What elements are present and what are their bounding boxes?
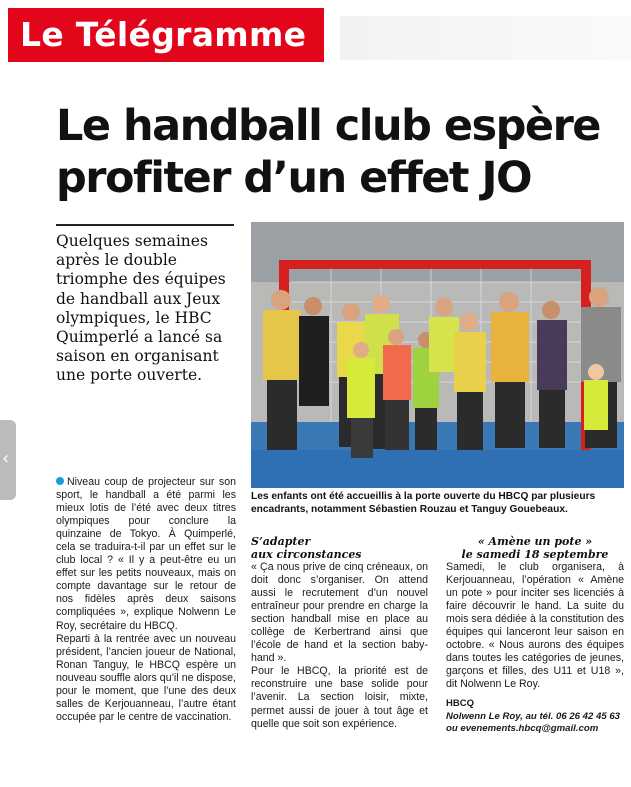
chevron-left-icon: ‹ bbox=[2, 448, 10, 469]
masthead-band bbox=[0, 0, 631, 72]
column-2-paragraph-2: Pour le HBCQ, la priorité est de reconstruire une base solide pour l’avenir. La section loisir, mixte, permet aussi de jouer à tout âge et quelle que soit son expérience. bbox=[251, 665, 428, 730]
column-1-paragraph-1 bbox=[56, 476, 236, 633]
article-column-3 bbox=[446, 536, 624, 736]
photo-caption: Les enfants ont été accueillis à la porte ouverte du HBCQ par plusieurs encadrants, notamment Sébastien Rouzau et Tanguy Gouebeaux. bbox=[251, 491, 596, 515]
column-3-intertitle-line-2: le samedi 18 septembre bbox=[461, 547, 609, 561]
column-3-intertitle-line-1: « Amène un pote » bbox=[477, 535, 593, 548]
article-signature: HBCQ bbox=[446, 698, 474, 710]
article-photo bbox=[251, 222, 624, 488]
column-2-intertitle-line-2: aux circonstances bbox=[251, 547, 362, 561]
headline-line-2: profiter d’un effet JO bbox=[56, 153, 532, 203]
chapo-rule bbox=[56, 224, 234, 226]
column-2-paragraph-1: « Ça nous prive de cinq créneaux, on doit donc s’organiser. On attend aussi le recrutement d’un nouvel entraîneur pour prendre en charge la section handball mise en place au collège de Kerbertrand ainsi que l’école de hand et la section baby-hand ». bbox=[251, 561, 428, 665]
contact-line-1: Nolwenn Le Roy, au tél. 06 26 42 45 63 bbox=[446, 710, 621, 722]
masthead-banner-placeholder bbox=[340, 16, 631, 60]
column-2-intertitle-line-1: S’adapter bbox=[251, 535, 311, 548]
article-chapo: Quelques semaines après le double triomphe des équipes de handball aux Jeux olympiques, le HBC Quimperlé a lancé sa saison en organisant une porte ouverte. bbox=[56, 232, 226, 385]
column-1-paragraph-2: Reparti à la rentrée avec un nouveau président, l’ancien joueur de National, Ronan Tanguy, le HBCQ espère un nouveau souffle alors qu’il ne dispose, pour le moment, que l’une des deux salles de Kerjouanneau, l’autre étant occupée par le centre de vaccination. bbox=[56, 632, 236, 723]
column-1-paragraph-1-text: Niveau coup de projecteur sur son sport, le handball a été parmi les mieux lotis de l’été avec deux titres olympiques pour conclure la quinzaine de Tokyo. À Quimperlé, cela se traduira-t-il par un effet sur le club local ? « Il y a peut-être eu un effet sur les petits nouveaux, mais on compte davantage sur le retour de nos fidèles après deux saisons compliquées », explique Nolwenn Le Roy, secrétaire du HBCQ. bbox=[56, 476, 236, 632]
column-3-paragraph-1: Samedi, le club organisera, à Kerjouanneau, l’opération « Amène un pote » pour inciter ses licenciés à faire découvrir le hand. La suite du mois sera dédiée à la constitution des équipes qui lanceront leur saison en octobre. « Nous aurons des équipes dans toutes les catégories de jeunes, garçons et filles, des U11 et U18 », dit Nolwenn Le Roy. bbox=[446, 561, 624, 691]
contact-line-2: ou evenements.hbcq@gmail.com bbox=[446, 723, 599, 735]
article-headline bbox=[56, 100, 616, 204]
column-3-intertitle bbox=[446, 536, 624, 561]
column-2-intertitle bbox=[251, 536, 428, 561]
masthead-logo: Le Télégramme bbox=[8, 8, 324, 62]
photo-handball-group bbox=[251, 222, 624, 488]
article-column-1 bbox=[56, 476, 236, 724]
article-column-2 bbox=[251, 536, 428, 731]
previous-page-button[interactable] bbox=[0, 420, 16, 500]
headline-line-1: Le handball club espère bbox=[56, 101, 600, 151]
contact-info bbox=[446, 711, 624, 736]
bullet-dot-icon bbox=[56, 477, 64, 485]
